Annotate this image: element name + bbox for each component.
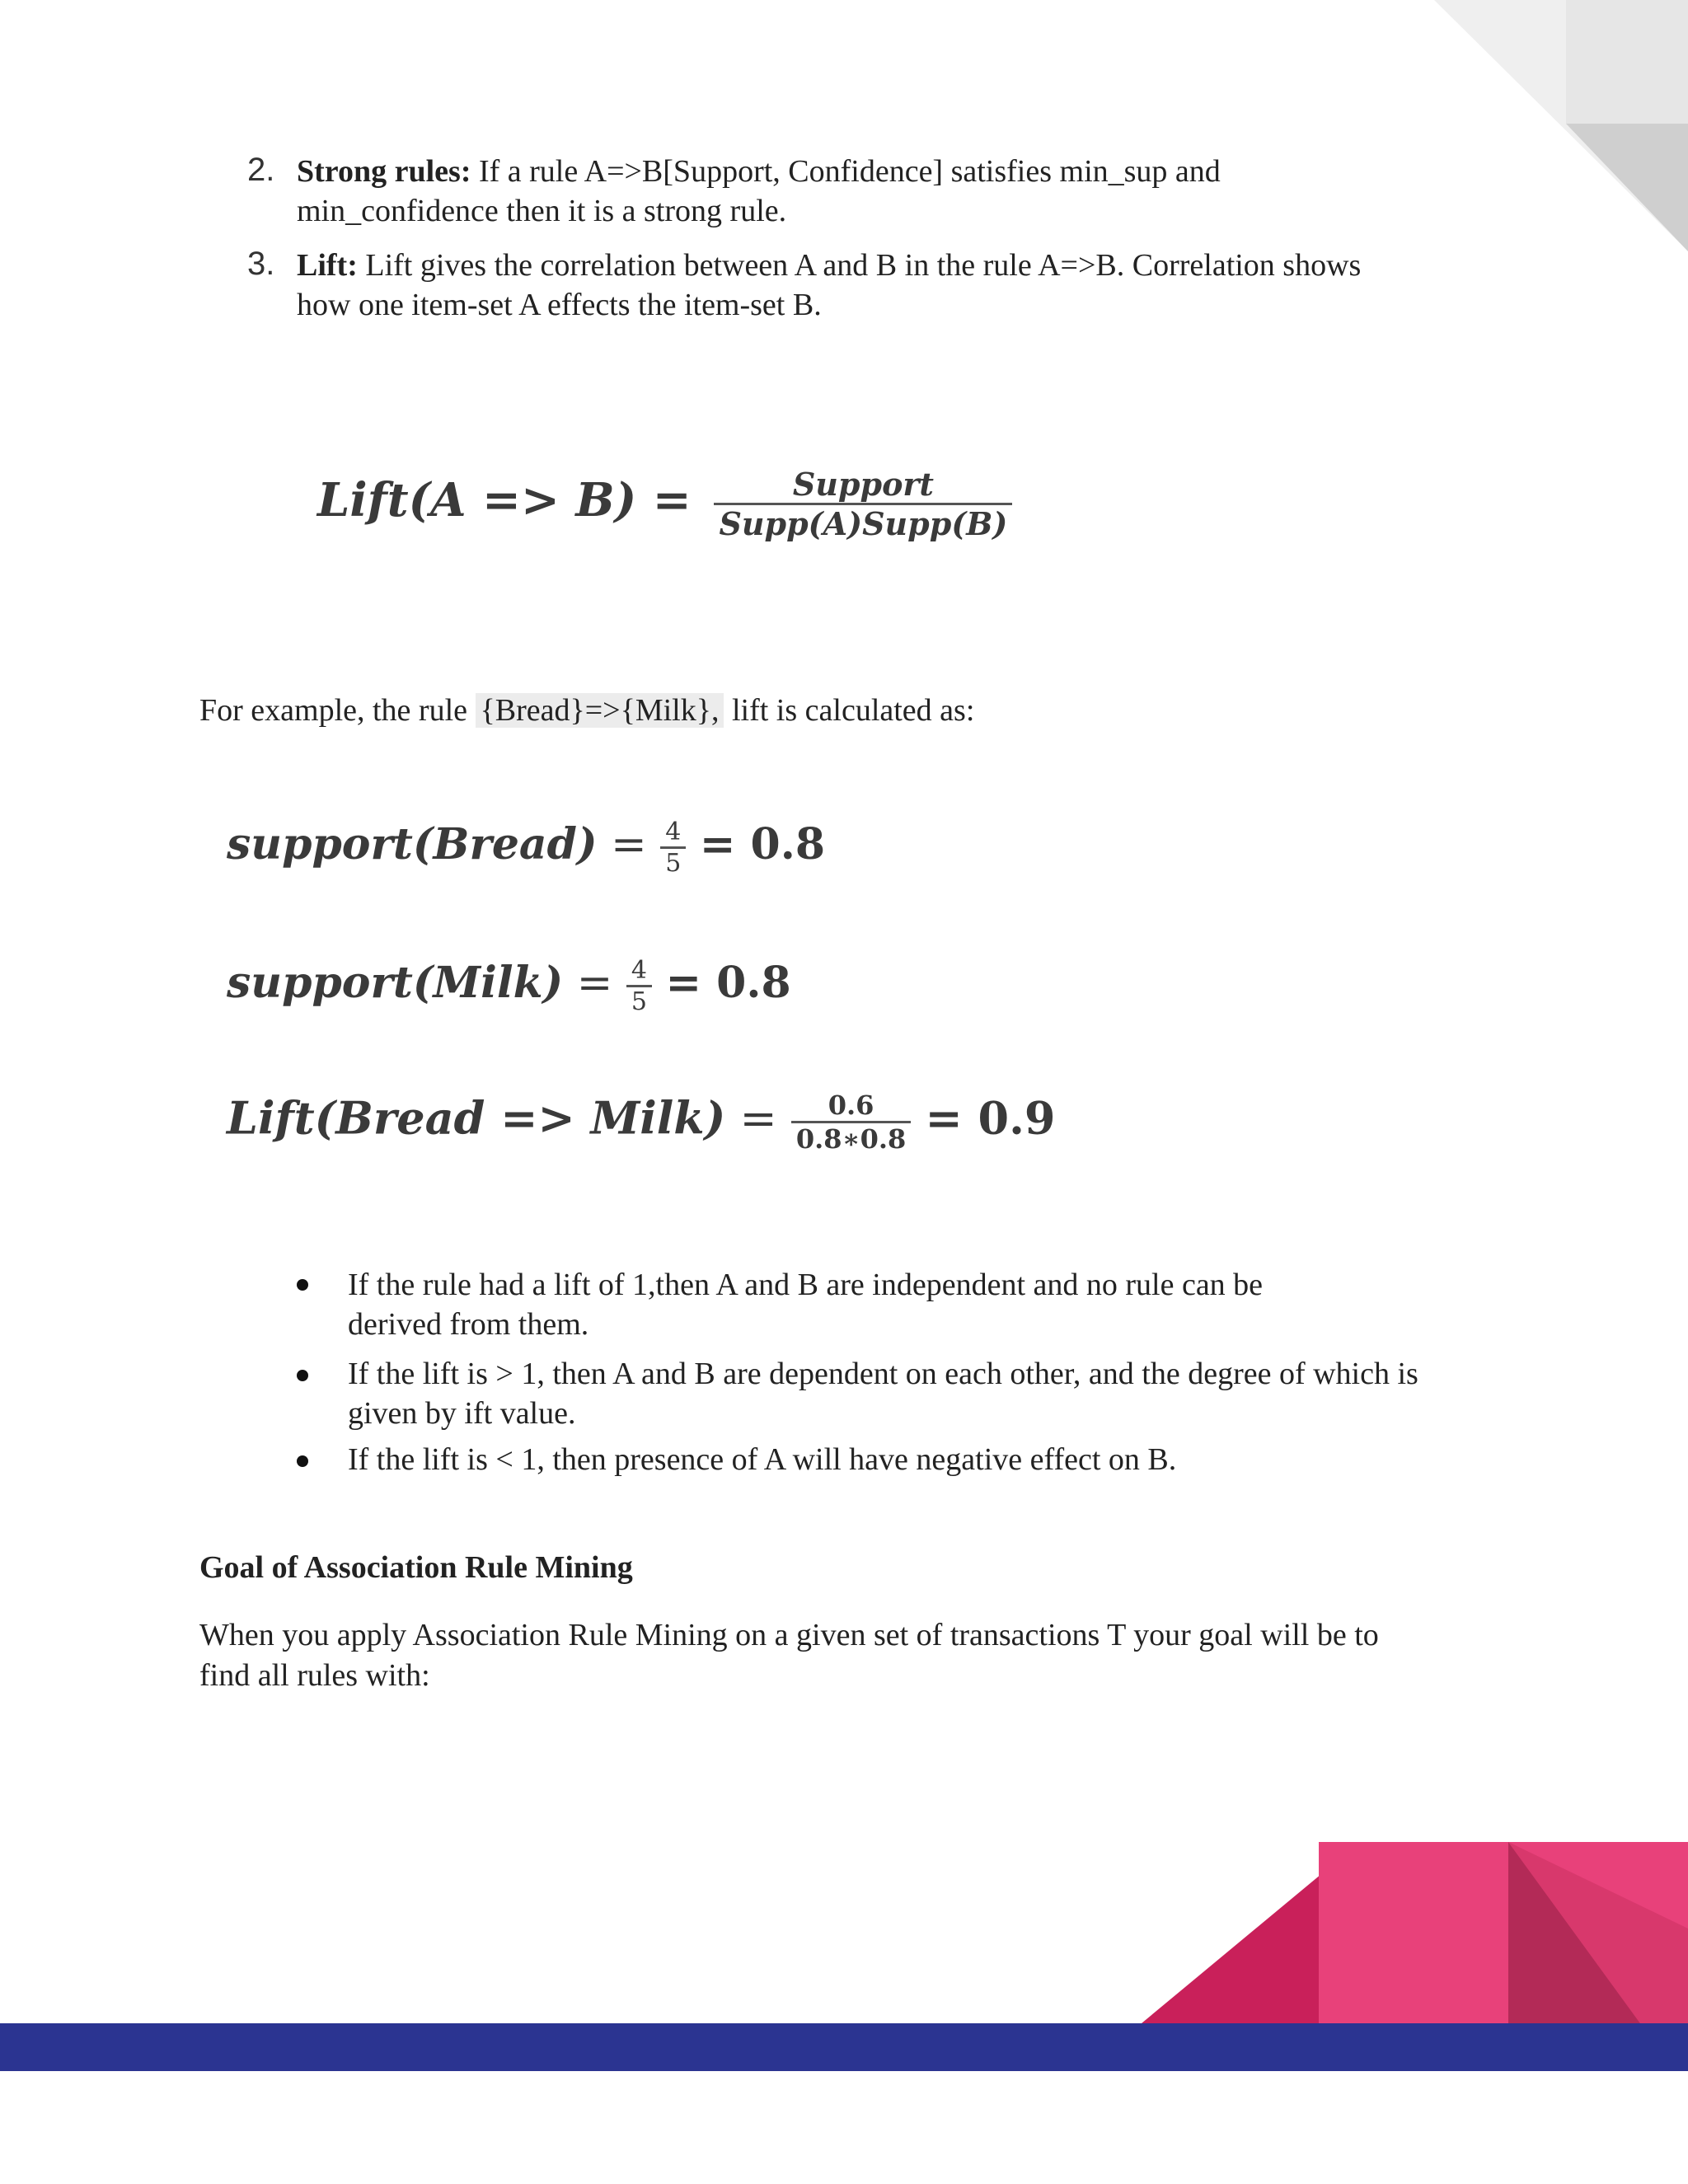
equation-support-milk (227, 956, 791, 1016)
equation-denominator: 5 (665, 849, 682, 878)
formula-numerator: Support (714, 466, 1012, 505)
equation-rhs: = 0.8 (665, 958, 791, 1008)
equation-denominator: 0.8∗0.8 (795, 1123, 907, 1155)
list-item-term: Lift: (297, 248, 358, 283)
equation-lhs: Lift(Bread => Milk) (227, 1091, 726, 1145)
list-item-text: Lift gives the correlation between A and B in the rule A=>B. Correlation shows (357, 248, 1362, 283)
bullet-text-cont: derived from them. (348, 1307, 589, 1342)
list-item-term: Strong rules: (297, 154, 471, 189)
equation-fraction (660, 818, 686, 878)
paragraph-line: find all rules with: (199, 1658, 430, 1693)
list-number: 2. (247, 152, 275, 188)
equation-numerator: 4 (660, 818, 686, 849)
paragraph-line: When you apply Association Rule Mining on a given set of transactions T your goal will be to (199, 1618, 1379, 1652)
example-sentence (199, 691, 974, 730)
section-heading: Goal of Association Rule Mining (199, 1550, 633, 1585)
bullet-text-cont: given by ift value. (348, 1396, 576, 1431)
list-item-text-cont: how one item-set A effects the item-set B. (297, 288, 822, 322)
bullet-icon (297, 1370, 308, 1381)
bullet-text: If the rule had a lift of 1,then A and B are independent and no rule can be (348, 1268, 1264, 1302)
equation-equals: = (739, 1092, 777, 1145)
corner-decoration-bottom (0, 1838, 1688, 2184)
equation-equals: = (576, 958, 613, 1008)
lift-formula (317, 466, 1012, 542)
list-item-text-cont: min_confidence then it is a strong rule. (297, 194, 787, 228)
bullet-text: If the lift is > 1, then A and B are dependent on each other, and the degree of which is (348, 1357, 1418, 1391)
equation-numerator: 0.6 (791, 1090, 911, 1123)
equation-lift-bread-milk (227, 1090, 1055, 1155)
example-suffix: lift is calculated as: (724, 693, 975, 728)
bullet-icon (297, 1279, 308, 1291)
equation-support-bread (227, 818, 825, 878)
list-item-strong-rules (297, 152, 1221, 191)
list-item-lift (297, 246, 1361, 285)
equation-lhs: support(Bread) (227, 819, 598, 869)
corner-decoration-top (1434, 0, 1688, 255)
equation-equals: = (611, 820, 647, 869)
equation-denominator: 5 (631, 987, 647, 1016)
equation-numerator: 4 (626, 956, 652, 987)
equation-lhs: support(Milk) (227, 958, 564, 1008)
list-number: 3. (247, 246, 275, 282)
equation-rhs: = 0.8 (699, 819, 825, 869)
equation-fraction (791, 1090, 911, 1155)
list-item-text: If a rule A=>B[Support, Confidence] satisfies min_sup and (471, 154, 1221, 189)
formula-denominator: Supp(A)Supp(B) (719, 505, 1008, 542)
equation-rhs: = 0.9 (925, 1091, 1056, 1145)
formula-fraction (714, 466, 1012, 542)
example-rule-highlight: {Bread}=>{Milk}, (476, 693, 724, 728)
formula-lhs: Lift(A => B) = (317, 473, 692, 527)
equation-fraction (626, 956, 652, 1016)
example-prefix: For example, the rule (199, 693, 476, 728)
bullet-text: If the lift is < 1, then presence of A will have negative effect on B. (348, 1442, 1177, 1477)
bullet-icon (297, 1455, 308, 1467)
